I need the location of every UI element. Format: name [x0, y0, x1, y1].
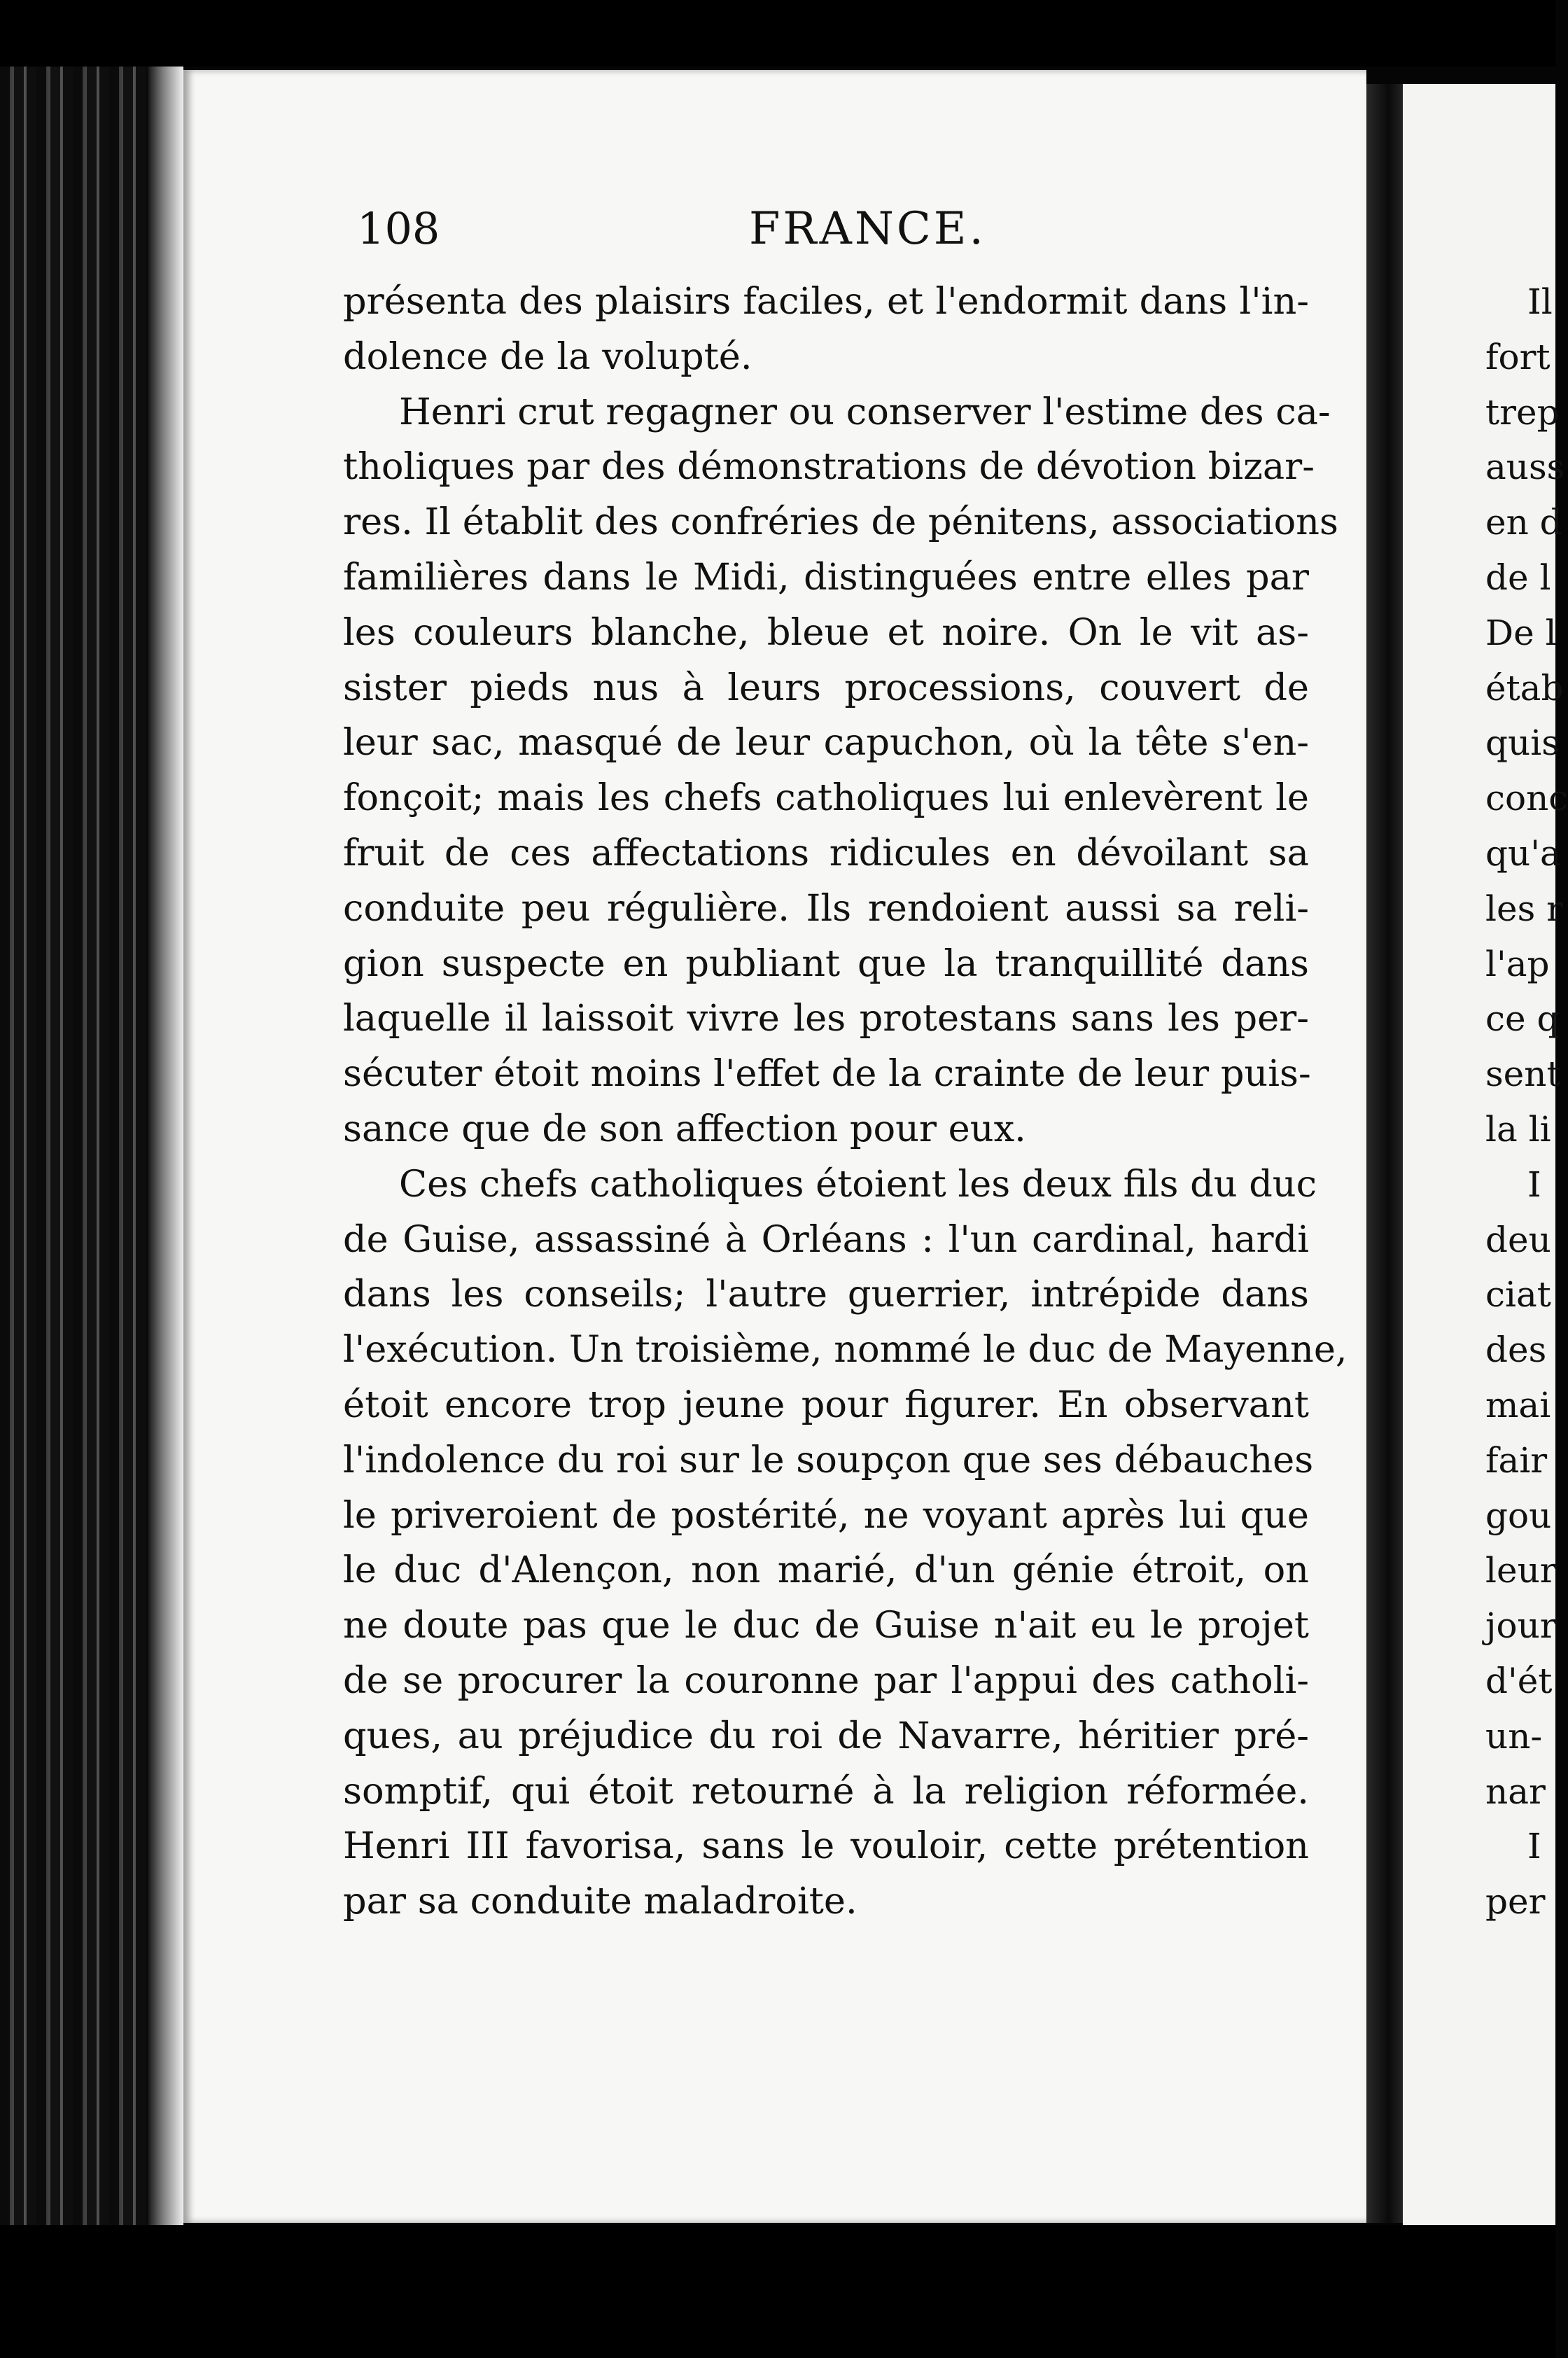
text-line: dolence de la volupté. — [343, 335, 752, 378]
facing-text-line: l'ap — [1485, 943, 1550, 984]
text-line: le priveroient de postérité, ne voyant après lui que — [343, 1493, 1309, 1537]
scan-bottom-border — [0, 2225, 1555, 2358]
text-line: tholiques par des démonstrations de dévotion bizar- — [343, 445, 1315, 489]
running-head — [357, 203, 1302, 280]
text-line: Henri crut regagner ou conserver l'estime des ca- — [399, 390, 1331, 433]
facing-text-line: étab — [1485, 667, 1564, 709]
facing-text-line: la li — [1485, 1108, 1551, 1150]
text-line: laquelle il laissoit vivre les protestans sans les per- — [343, 997, 1309, 1040]
body-text — [343, 274, 1348, 1930]
facing-text-line: deu — [1485, 1219, 1551, 1260]
text-line: somptif, qui étoit retourné à la religion réformée. — [343, 1769, 1309, 1813]
facing-text-line: leur — [1485, 1550, 1557, 1591]
page-number: 108 — [357, 203, 440, 254]
text-line: sance que de son affection pour eux. — [343, 1107, 1026, 1150]
facing-page-text — [1485, 274, 1568, 1930]
text-line: étoit encore trop jeune pour figurer. En observant — [343, 1383, 1309, 1426]
text-line: dans les conseils; l'autre guerrier, intrépide dans — [343, 1273, 1309, 1316]
text-line: sécuter étoit moins l'effet de la crainte de leur puis- — [343, 1052, 1311, 1096]
text-line: les couleurs blanche, bleue et noire. On le vit as- — [343, 611, 1309, 654]
facing-text-line: en d — [1485, 502, 1562, 543]
facing-text-line: ciat — [1485, 1274, 1551, 1316]
facing-text-line: mai — [1485, 1384, 1551, 1425]
facing-text-line: conc — [1485, 778, 1568, 819]
text-line: ques, au préjudice du roi de Navarre, héritier pré- — [343, 1714, 1309, 1757]
text-line: sister pieds nus à leurs processions, couvert de — [343, 666, 1309, 709]
facing-text-line: De l — [1485, 612, 1557, 653]
facing-text-line: un- — [1485, 1715, 1543, 1757]
page-stack-edge — [148, 67, 183, 2226]
scan-top-border — [0, 0, 1555, 67]
text-line: conduite peu régulière. Ils rendoient aussi sa reli- — [343, 886, 1309, 930]
facing-text-line: fort — [1485, 336, 1550, 377]
text-line: de se procurer la couronne par l'appui des catholi- — [343, 1659, 1309, 1702]
text-line: présenta des plaisirs faciles, et l'endormit dans l'in- — [343, 280, 1309, 323]
text-line: Ces chefs catholiques étoient les deux fils du duc — [399, 1162, 1317, 1206]
facing-text-line: fair — [1485, 1439, 1548, 1481]
facing-text-line: gou — [1485, 1495, 1552, 1536]
facing-text-line: d'ét — [1485, 1660, 1553, 1701]
text-line: leur sac, masqué de leur capuchon, où la tête s'en- — [343, 721, 1309, 765]
facing-text-line: qu'a — [1485, 832, 1561, 874]
page-gutter — [1366, 84, 1403, 2223]
facing-text-line: I — [1527, 1164, 1541, 1205]
facing-text-line: de l — [1485, 557, 1551, 598]
text-line: familières dans le Midi, distinguées entre elles par — [343, 555, 1309, 599]
text-line: le duc d'Alençon, non marié, d'un génie étroit, on — [343, 1549, 1309, 1592]
text-line: res. Il établit des confréries de pénitens, associations — [343, 501, 1338, 544]
facing-text-line: jour — [1485, 1605, 1557, 1647]
text-line: fruit de ces affectations ridicules en dévoilant sa — [343, 831, 1309, 874]
facing-text-line: I — [1527, 1826, 1541, 1867]
text-line: l'exécution. Un troisième, nommé le duc de Mayenne, — [343, 1328, 1348, 1372]
facing-text-line: Il — [1527, 281, 1553, 322]
text-line: par sa conduite maladroite. — [343, 1880, 858, 1923]
facing-text-line: sent — [1485, 1054, 1561, 1095]
page-title: FRANCE. — [749, 203, 986, 255]
facing-text-line: quis — [1485, 723, 1560, 764]
facing-text-line: trep — [1485, 391, 1560, 433]
text-line: Henri III favorisa, sans le vouloir, cette prétention — [343, 1825, 1309, 1868]
text-line: ne doute pas que le duc de Guise n'ait eu le projet — [343, 1604, 1309, 1647]
text-line: l'indolence du roi sur le soupçon que ses débauches — [343, 1438, 1314, 1481]
text-line: de Guise, assassiné à Orléans : l'un cardinal, hardi — [343, 1218, 1309, 1261]
facing-text-line: auss — [1485, 447, 1565, 488]
text-line: fonçoit; mais les chefs catholiques lui enlevèrent le — [343, 776, 1309, 820]
facing-text-line: les r — [1485, 888, 1564, 929]
facing-text-line: des — [1485, 1330, 1547, 1371]
facing-text-line: ce q — [1485, 998, 1560, 1040]
facing-text-line: per — [1485, 1881, 1546, 1923]
text-line: gion suspecte en publiant que la tranquillité dans — [343, 942, 1309, 985]
facing-text-line: nar — [1485, 1771, 1546, 1812]
